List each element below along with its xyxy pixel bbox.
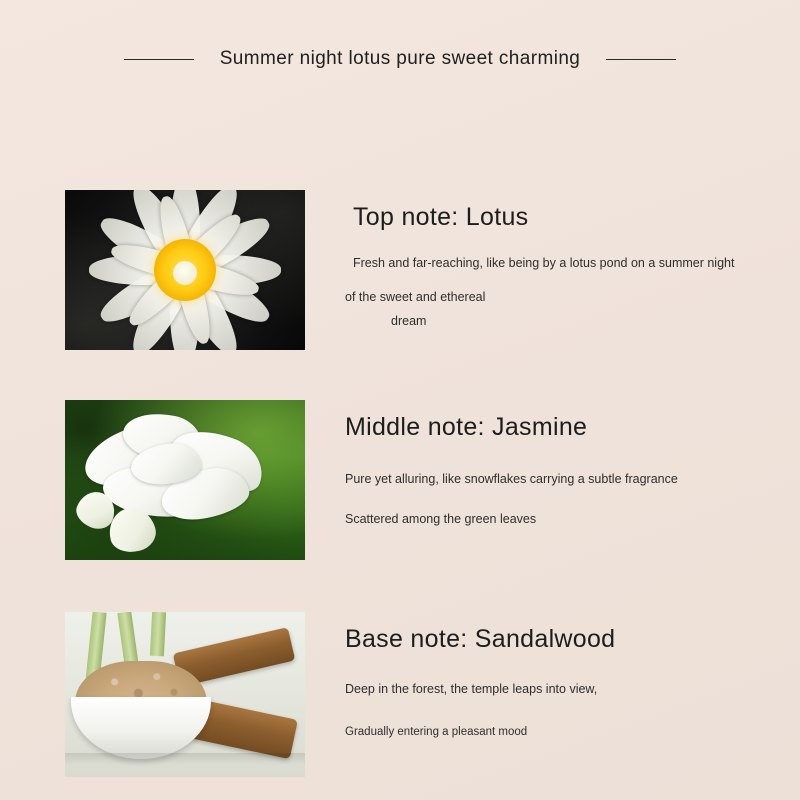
note-title-top: Top note: Lotus [353, 203, 529, 231]
bamboo-stalk-icon [150, 612, 166, 656]
note-line-base-1: Deep in the forest, the temple leaps into view, [345, 681, 598, 696]
note-title-middle: Middle note: Jasmine [345, 413, 588, 441]
lotus-seedpod-icon [173, 261, 197, 285]
note-line-base-2: Gradually entering a pleasant mood [345, 725, 528, 738]
bamboo-stalk-icon [117, 612, 138, 667]
page-header [0, 38, 800, 80]
note-text-base [345, 612, 745, 739]
note-row-middle [65, 400, 745, 560]
note-line-top-2: of the sweet and ethereal [345, 289, 486, 304]
jasmine-image [65, 400, 305, 560]
note-title-base: Base note: Sandalwood [345, 625, 616, 653]
divider-line-right-icon [606, 59, 676, 60]
lotus-image [65, 190, 305, 350]
note-line-top-3: dream [391, 314, 427, 329]
sandalwood-image [65, 612, 305, 777]
divider-line-left-icon [124, 59, 194, 60]
note-text-top [345, 190, 745, 329]
note-row-base [65, 612, 745, 777]
note-line-middle-2: Scattered among the green leaves [345, 511, 537, 526]
note-text-middle [345, 400, 745, 526]
page-title: Summer night lotus pure sweet charming [219, 48, 581, 69]
white-bowl-icon [71, 697, 211, 759]
table-shadow [65, 753, 305, 765]
note-line-middle-1: Pure yet alluring, like snowflakes carrying a subtle fragrance [345, 471, 678, 486]
note-line-top-1: Fresh and far-reaching, like being by a lotus pond on a summer night [353, 255, 735, 270]
note-row-top [65, 190, 745, 350]
